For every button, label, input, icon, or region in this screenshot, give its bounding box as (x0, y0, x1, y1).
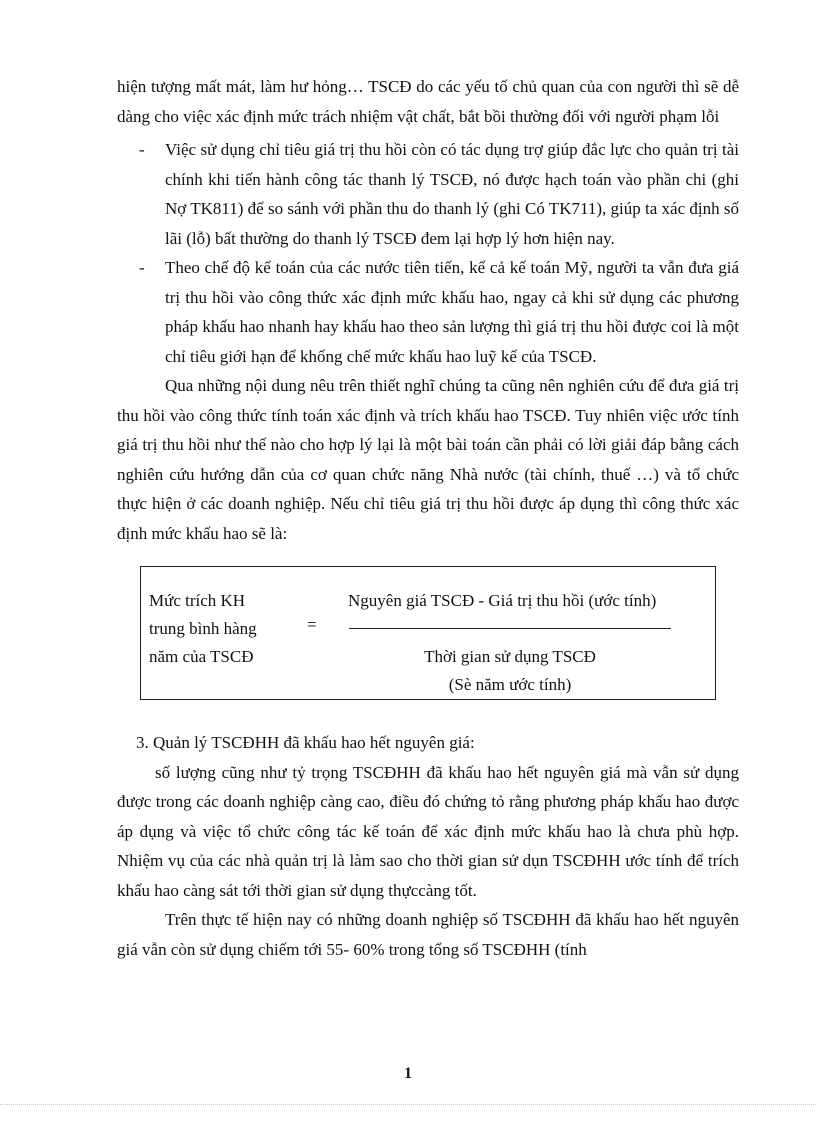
formula-left-line: năm của TSCĐ (149, 647, 254, 666)
paragraph-quantity: số lượng cũng như tỷ trọng TSCĐHH đã khấu hao hết nguyên giá mà vẫn sử dụng được trong các doanh nghiệp càng cao, điều đó chứng tỏ rằng phương pháp khấu hao được áp dụng và việc tổ chức công tác kế toán để xác định mức khấu hao là chưa phù hợp. Nhiệm vụ của các nhà quản trị là làm sao cho thời gian sử dụn TSCĐHH ước tính để trích khấu hao càng sát tới thời gian sử dụng thựccàng tốt. (117, 762, 739, 900)
section-heading: 3. Quản lý TSCĐHH đã khấu hao hết nguyên giá: (136, 733, 475, 752)
bullet-item (117, 135, 739, 253)
formula-numerator: Nguyên giá TSCĐ - Giá trị thu hồi (ước tính) (348, 591, 657, 610)
formula-equals: = (307, 615, 317, 634)
formula-denominator-line: Thời gian sử dụng TSCĐ (424, 647, 596, 666)
formula-left-label (149, 587, 257, 671)
formula-denominator-line: (Sè năm ước tính) (448, 675, 572, 694)
paragraph-reality: Trên thực tế hiện nay có những doanh nghiệp số TSCĐHH đã khấu hao hết nguyên giá vẫn còn sử dụng chiếm tới 55- 60% trong tổng số TSCĐHH (tính (117, 910, 739, 959)
paragraph-intro: hiện tượng mất mát, làm hư hỏng… TSCĐ do các yếu tố chủ quan của con người thì sẽ dễ dàng cho việc xác định mức trách nhiệm vật chất, bắt bồi thường đối với người phạm lỗi (117, 77, 739, 126)
bullet-item (117, 253, 739, 371)
bullet-dash: - (139, 258, 145, 277)
formula-denominator (349, 643, 671, 699)
fraction-bar (349, 628, 671, 629)
bullet-text: Theo chế độ kế toán của các nước tiên tiến, kể cả kế toán Mỹ, người ta vẫn đưa giá trị thu hồi vào công thức xác định mức khấu hao, ngay cả khi sử dụng các phương pháp khấu hao nhanh hay khấu hao theo sản lượng thì giá trị thu hồi được coi là một chỉ tiêu giới hạn để khống chế mức khấu hao luỹ kế của TSCĐ. (165, 258, 739, 366)
page-number: 1 (404, 1065, 412, 1082)
page-bottom-divider (0, 1104, 816, 1105)
formula-box (140, 566, 716, 700)
document-body (117, 72, 739, 964)
formula-left-line: Mức trích KH (149, 591, 246, 610)
bullet-list (117, 135, 739, 371)
paragraph-research: Qua những nội dung nêu trên thiết nghĩ chúng ta cũng nên nghiên cứu để đưa giá trị thu hồi vào công thức tính toán xác định và trích khấu hao TSCĐ. Tuy nhiên việc ước tính giá trị thu hồi như thế nào cho hợp lý lại là một bài toán cần phải có lời giải đáp bằng cách nghiên cứu hướng dẫn của cơ quan chức năng Nhà nước (tài chính, thuế …) và tổ chức thực hiện ở các doanh nghiệp. Nếu chỉ tiêu giá trị thu hồi được áp dụng thì công thức xác định mức khấu hao sẽ là: (117, 376, 739, 543)
bullet-text: Việc sử dụng chỉ tiêu giá trị thu hồi còn có tác dụng trợ giúp đắc lực cho quản trị tài chính khi tiến hành công tác thanh lý TSCĐ, nó được hạch toán vào phần chi (ghi Nợ TK811) để so sánh với phần thu do thanh lý (ghi Có TK711), giúp ta xác định số lãi (lỗ) bất thường do thanh lý TSCĐ đem lại hợp lý hơn hiện nay. (165, 140, 739, 248)
bullet-dash: - (139, 140, 145, 159)
formula-left-line: trung bình hàng (149, 619, 257, 638)
